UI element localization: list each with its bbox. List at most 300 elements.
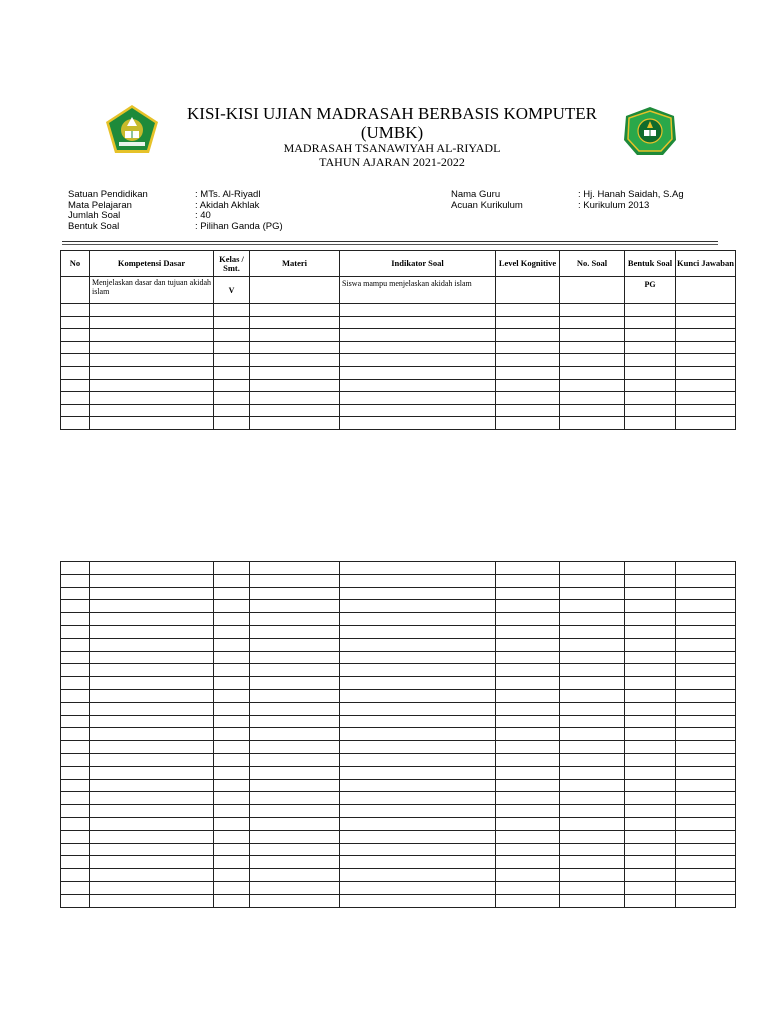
table-cell <box>250 677 340 690</box>
cell-indikator-soal: Siswa mampu menjelaskan akidah islam <box>340 277 496 304</box>
table-cell <box>676 766 736 779</box>
table-cell <box>676 392 736 405</box>
table-cell <box>560 638 625 651</box>
table-row <box>61 417 736 430</box>
table-cell <box>560 869 625 882</box>
table-cell <box>340 805 496 818</box>
table-cell <box>340 856 496 869</box>
table-cell <box>496 817 560 830</box>
table-cell <box>496 562 560 575</box>
table-cell <box>90 404 214 417</box>
table-cell <box>90 638 214 651</box>
table-cell <box>61 316 90 329</box>
table-cell <box>340 664 496 677</box>
table-cell <box>496 689 560 702</box>
table-cell <box>676 753 736 766</box>
table-row <box>61 702 736 715</box>
table-cell <box>61 379 90 392</box>
table-cell <box>340 574 496 587</box>
table-cell <box>90 779 214 792</box>
table-cell <box>340 316 496 329</box>
table-cell <box>90 677 214 690</box>
table-cell <box>496 664 560 677</box>
table-cell <box>340 843 496 856</box>
table-cell <box>61 881 90 894</box>
table-cell <box>90 341 214 354</box>
table-cell <box>340 741 496 754</box>
table-cell <box>214 741 250 754</box>
bentuk-label: Bentuk Soal <box>68 221 120 232</box>
kemenag-logo-icon <box>105 104 159 154</box>
table-row <box>61 574 736 587</box>
table-cell <box>560 741 625 754</box>
table-cell <box>625 304 676 317</box>
table-cell <box>90 613 214 626</box>
table-cell <box>676 329 736 342</box>
table-cell <box>214 805 250 818</box>
table-cell <box>61 417 90 430</box>
table-cell <box>214 753 250 766</box>
table-cell <box>625 651 676 664</box>
table-cell <box>61 392 90 405</box>
table-cell <box>496 677 560 690</box>
jumlah-label: Jumlah Soal <box>68 210 121 221</box>
table-cell <box>90 830 214 843</box>
table-cell <box>340 817 496 830</box>
table-cell <box>340 766 496 779</box>
table-cell <box>214 613 250 626</box>
table-cell <box>250 651 340 664</box>
table-cell <box>250 830 340 843</box>
table-cell <box>214 792 250 805</box>
table-cell <box>625 404 676 417</box>
table-row <box>61 613 736 626</box>
table-cell <box>250 341 340 354</box>
table-row <box>61 562 736 575</box>
table-cell <box>496 379 560 392</box>
table-cell <box>625 715 676 728</box>
table-row <box>61 843 736 856</box>
cell-kompetensi-dasar: Menjelaskan dasar dan tujuan akidah islam <box>90 277 214 304</box>
table-cell <box>340 600 496 613</box>
table-cell <box>625 638 676 651</box>
table-cell <box>61 664 90 677</box>
table-cell <box>250 304 340 317</box>
table-cell <box>90 574 214 587</box>
table-row <box>61 766 736 779</box>
table-cell <box>496 741 560 754</box>
table-cell <box>496 843 560 856</box>
table-cell <box>676 379 736 392</box>
table-cell <box>676 702 736 715</box>
table-cell <box>214 638 250 651</box>
table-cell <box>560 830 625 843</box>
table-cell <box>90 805 214 818</box>
table-row <box>61 894 736 907</box>
table-cell <box>90 869 214 882</box>
table-cell <box>90 329 214 342</box>
table-cell <box>214 587 250 600</box>
table-cell <box>250 817 340 830</box>
table-cell <box>496 766 560 779</box>
table-cell <box>676 304 736 317</box>
table-cell <box>90 379 214 392</box>
table-cell <box>560 417 625 430</box>
table-cell <box>560 574 625 587</box>
table-cell <box>61 574 90 587</box>
table-cell <box>90 728 214 741</box>
table-cell <box>496 881 560 894</box>
table-cell <box>250 843 340 856</box>
table-cell <box>676 741 736 754</box>
table-cell <box>496 600 560 613</box>
table-cell <box>90 600 214 613</box>
table-cell <box>625 392 676 405</box>
cell-level-kognitive <box>496 277 560 304</box>
table-row <box>61 379 736 392</box>
table-cell <box>496 894 560 907</box>
header-kompetensi-dasar: Kompetensi Dasar <box>90 251 214 277</box>
table-header-row <box>61 251 736 277</box>
table-cell <box>250 702 340 715</box>
table-cell <box>496 728 560 741</box>
table-cell <box>340 753 496 766</box>
table-cell <box>625 664 676 677</box>
table-cell <box>214 417 250 430</box>
table-cell <box>676 817 736 830</box>
table-cell <box>560 805 625 818</box>
table-cell <box>250 366 340 379</box>
table-cell <box>61 869 90 882</box>
table-cell <box>625 366 676 379</box>
table-cell <box>250 316 340 329</box>
table-cell <box>676 792 736 805</box>
table-cell <box>214 625 250 638</box>
table-row <box>61 366 736 379</box>
table-cell <box>250 417 340 430</box>
table-cell <box>61 766 90 779</box>
table-cell <box>625 843 676 856</box>
cell-no-soal <box>560 277 625 304</box>
table-cell <box>61 600 90 613</box>
table-cell <box>250 856 340 869</box>
cell-kelas: V <box>214 277 250 304</box>
table-cell <box>250 715 340 728</box>
table-row <box>61 392 736 405</box>
table-cell <box>625 613 676 626</box>
table-cell <box>496 392 560 405</box>
table-cell <box>214 651 250 664</box>
table-cell <box>61 779 90 792</box>
table-cell <box>625 625 676 638</box>
table-cell <box>61 728 90 741</box>
table-cell <box>90 741 214 754</box>
table-cell <box>340 728 496 741</box>
academic-year: TAHUN AJARAN 2021-2022 <box>319 155 465 169</box>
table-cell <box>625 702 676 715</box>
table-row <box>61 689 736 702</box>
table-cell <box>625 728 676 741</box>
table-cell <box>61 625 90 638</box>
table-cell <box>61 894 90 907</box>
table-cell <box>340 894 496 907</box>
divider-line <box>62 241 718 242</box>
document-title: KISI-KISI UJIAN MADRASAH BERBASIS KOMPUTER (UMBK) <box>187 104 597 142</box>
table-cell <box>61 304 90 317</box>
table-row <box>61 830 736 843</box>
table-cell <box>625 341 676 354</box>
table-cell <box>676 613 736 626</box>
table-cell <box>250 881 340 894</box>
table-cell <box>250 574 340 587</box>
table-cell <box>560 856 625 869</box>
table-cell <box>250 625 340 638</box>
satuan-value: : MTs. Al-Riyadl <box>195 189 261 200</box>
table-cell <box>496 417 560 430</box>
table-cell <box>560 677 625 690</box>
table-cell <box>61 329 90 342</box>
table-cell <box>90 651 214 664</box>
table-cell <box>90 366 214 379</box>
table-cell <box>90 562 214 575</box>
header-level-kognitive: Level Kognitive <box>496 251 560 277</box>
table-cell <box>90 702 214 715</box>
table-cell <box>340 304 496 317</box>
table-cell <box>560 664 625 677</box>
table-row <box>61 869 736 882</box>
table-cell <box>676 881 736 894</box>
table-cell <box>496 625 560 638</box>
table-cell <box>90 689 214 702</box>
kisi-kisi-table <box>60 250 736 430</box>
table-cell <box>625 600 676 613</box>
table-cell <box>676 574 736 587</box>
table-row <box>61 779 736 792</box>
table-cell <box>90 715 214 728</box>
table-cell <box>560 792 625 805</box>
table-row <box>61 677 736 690</box>
table-row <box>61 881 736 894</box>
table-cell <box>61 702 90 715</box>
table-cell <box>250 689 340 702</box>
guru-label: Nama Guru <box>451 189 501 200</box>
table-cell <box>214 869 250 882</box>
table-cell <box>90 625 214 638</box>
table-cell <box>61 715 90 728</box>
table-cell <box>214 574 250 587</box>
header-bentuk-soal: Bentuk Soal <box>625 251 676 277</box>
table-cell <box>61 805 90 818</box>
table-cell <box>560 728 625 741</box>
table-cell <box>250 404 340 417</box>
header-kelas: Kelas / Smt. <box>214 251 250 277</box>
table-cell <box>676 417 736 430</box>
table-cell <box>90 856 214 869</box>
table-cell <box>90 843 214 856</box>
table-cell <box>214 702 250 715</box>
table-cell <box>625 817 676 830</box>
table-cell <box>676 728 736 741</box>
table-cell <box>214 830 250 843</box>
table-cell <box>214 766 250 779</box>
table-cell <box>625 766 676 779</box>
table-cell <box>61 753 90 766</box>
table-cell <box>61 843 90 856</box>
table-row <box>61 741 736 754</box>
table-cell <box>560 562 625 575</box>
table-cell <box>340 779 496 792</box>
table-cell <box>61 689 90 702</box>
table-cell <box>560 702 625 715</box>
table-cell <box>250 329 340 342</box>
table-cell <box>496 715 560 728</box>
table-cell <box>676 638 736 651</box>
table-cell <box>496 805 560 818</box>
table-cell <box>676 316 736 329</box>
table-row <box>61 715 736 728</box>
table-cell <box>676 625 736 638</box>
table-cell <box>250 792 340 805</box>
table-cell <box>676 843 736 856</box>
table-cell <box>496 329 560 342</box>
kurikulum-label: Acuan Kurikulum <box>451 200 523 211</box>
table-cell <box>214 779 250 792</box>
table-cell <box>625 741 676 754</box>
table-cell <box>625 562 676 575</box>
table-cell <box>340 792 496 805</box>
table-cell <box>496 638 560 651</box>
table-cell <box>625 689 676 702</box>
table-cell <box>676 894 736 907</box>
table-cell <box>340 341 496 354</box>
table-row <box>61 817 736 830</box>
table-row <box>61 728 736 741</box>
table-cell <box>340 417 496 430</box>
table-cell <box>250 587 340 600</box>
table-cell <box>560 894 625 907</box>
table-cell <box>214 600 250 613</box>
table-cell <box>560 366 625 379</box>
table-cell <box>340 689 496 702</box>
table-row <box>61 638 736 651</box>
table-cell <box>625 830 676 843</box>
table-cell <box>340 329 496 342</box>
table-cell <box>560 404 625 417</box>
table-cell <box>214 689 250 702</box>
table-cell <box>61 741 90 754</box>
table-row <box>61 600 736 613</box>
table-cell <box>676 715 736 728</box>
table-cell <box>61 830 90 843</box>
table-cell <box>676 779 736 792</box>
table-cell <box>61 638 90 651</box>
table-row <box>61 354 736 367</box>
table-cell <box>625 805 676 818</box>
table-row <box>61 316 736 329</box>
table-cell <box>496 613 560 626</box>
table-cell <box>340 638 496 651</box>
table-cell <box>250 379 340 392</box>
table-cell <box>90 316 214 329</box>
mapel-value: : Akidah Akhlak <box>195 200 260 211</box>
table-cell <box>90 881 214 894</box>
school-name: MADRASAH TSANAWIYAH AL-RIYADL <box>283 141 501 155</box>
table-row <box>61 277 736 304</box>
table-cell <box>61 677 90 690</box>
table-cell <box>676 600 736 613</box>
table-cell <box>61 792 90 805</box>
table-cell <box>496 779 560 792</box>
table-cell <box>61 651 90 664</box>
table-cell <box>625 881 676 894</box>
table-row <box>61 805 736 818</box>
table-cell <box>61 613 90 626</box>
table-cell <box>340 366 496 379</box>
header-indikator-soal: Indikator Soal <box>340 251 496 277</box>
divider-line <box>62 244 718 245</box>
jumlah-value: : 40 <box>195 210 211 221</box>
table-row <box>61 792 736 805</box>
table-cell <box>214 843 250 856</box>
table-cell <box>250 728 340 741</box>
table-cell <box>676 562 736 575</box>
table-cell <box>496 304 560 317</box>
cell-kunci-jawaban <box>676 277 736 304</box>
table-cell <box>560 600 625 613</box>
table-cell <box>496 587 560 600</box>
table-cell <box>90 664 214 677</box>
table-cell <box>214 664 250 677</box>
table-cell <box>61 817 90 830</box>
table-cell <box>676 354 736 367</box>
table-cell <box>496 856 560 869</box>
table-cell <box>340 587 496 600</box>
table-cell <box>90 817 214 830</box>
table-cell <box>676 689 736 702</box>
table-cell <box>625 417 676 430</box>
table-cell <box>496 830 560 843</box>
table-cell <box>340 404 496 417</box>
table-cell <box>496 869 560 882</box>
table-cell <box>340 354 496 367</box>
table-cell <box>625 894 676 907</box>
table-cell <box>496 341 560 354</box>
table-cell <box>214 728 250 741</box>
table-cell <box>214 392 250 405</box>
table-cell <box>560 354 625 367</box>
table-row <box>61 587 736 600</box>
table-cell <box>676 341 736 354</box>
table-cell <box>214 881 250 894</box>
table-cell <box>61 562 90 575</box>
table-cell <box>496 316 560 329</box>
table-cell <box>250 753 340 766</box>
table-cell <box>625 574 676 587</box>
table-cell <box>214 677 250 690</box>
table-cell <box>560 881 625 894</box>
table-cell <box>560 379 625 392</box>
table-cell <box>625 379 676 392</box>
table-cell <box>340 881 496 894</box>
table-cell <box>560 651 625 664</box>
table-cell <box>676 366 736 379</box>
table-cell <box>250 354 340 367</box>
table-row <box>61 856 736 869</box>
table-cell <box>214 379 250 392</box>
table-cell <box>250 664 340 677</box>
table-row <box>61 625 736 638</box>
table-cell <box>625 354 676 367</box>
